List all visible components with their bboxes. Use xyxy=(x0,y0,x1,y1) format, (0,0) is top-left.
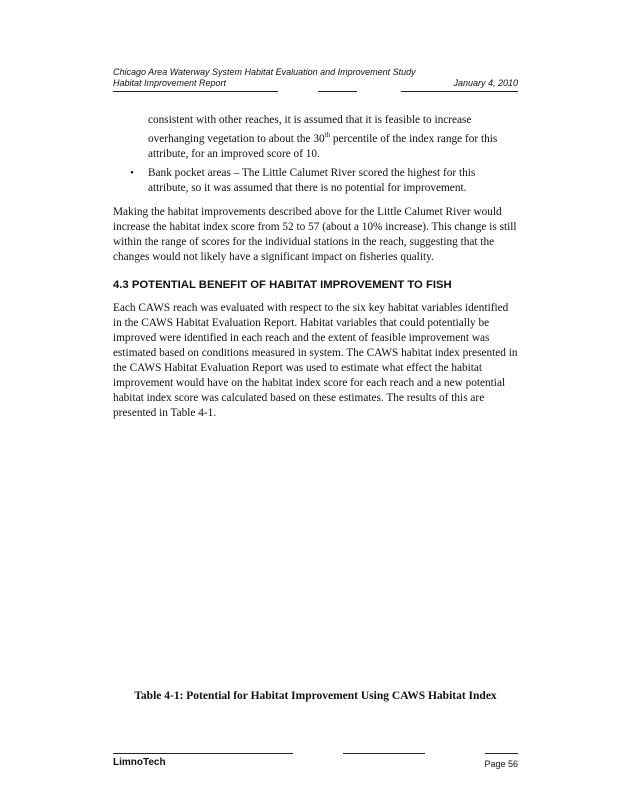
paragraph: Making the habitat improvements described above for the Little Calumet River would increase the habitat index score from 52 to 57 (about a 10% increase). This change is still within the range of scores for the individual stations in the reach, suggesting that the changes would not likely have a significant impact on fisheries quality. xyxy=(113,206,517,263)
header-date: January 4, 2010 xyxy=(453,78,518,88)
bullet-text: Bank pocket areas – The Little Calumet River scored the highest for this attribute, so it was assumed that there is no potential for improvement. xyxy=(148,167,476,194)
continuation-text xyxy=(148,113,518,162)
page-footer xyxy=(113,757,518,769)
bullet-item xyxy=(130,166,518,196)
footer-rule xyxy=(485,753,518,754)
page-number: Page 56 xyxy=(484,759,518,769)
ordinal-suffix: th xyxy=(324,131,331,139)
table-caption: Table 4-1: Potential for Habitat Improvement Using CAWS Habitat Index xyxy=(134,690,497,702)
continuation-text-end: percentile of the index range for this attribute, for an improved score of 10. xyxy=(148,132,498,160)
page-header xyxy=(113,67,518,89)
header-rule-gap xyxy=(278,89,318,93)
header-title: Chicago Area Waterway System Habitat Evaluation and Improvement Study xyxy=(113,67,416,77)
header-rule-gap xyxy=(357,89,401,93)
header-subtitle: Habitat Improvement Report xyxy=(113,78,227,88)
section-heading: 4.3 POTENTIAL BENEFIT OF HABITAT IMPROVEMENT TO FISH xyxy=(113,279,452,291)
footer-rule xyxy=(343,753,425,754)
footer-rule xyxy=(113,753,293,754)
bullet-dot: • xyxy=(130,167,134,179)
footer-brand: LimnoTech xyxy=(113,757,166,768)
continuation-text-start: consistent with other reaches, it is assumed that it is feasible to increase overhanging vegetation to about the 30 xyxy=(148,114,472,145)
paragraph: Each CAWS reach was evaluated with respect to the six key habitat variables identified in the CAWS Habitat Evaluation Report. Habitat variables that could potentially be improved were identified in each reach and the extent of feasible improvement was estimated based on conditions measured in system. The CAWS habitat index presented in the CAWS Habitat Evaluation Report was used to estimate what effect the habitat improvement would have on the habitat index score for each reach and a new potential habitat index score was calculated based on these estimates. The results of this are presented in Table 4-1. xyxy=(113,302,518,419)
